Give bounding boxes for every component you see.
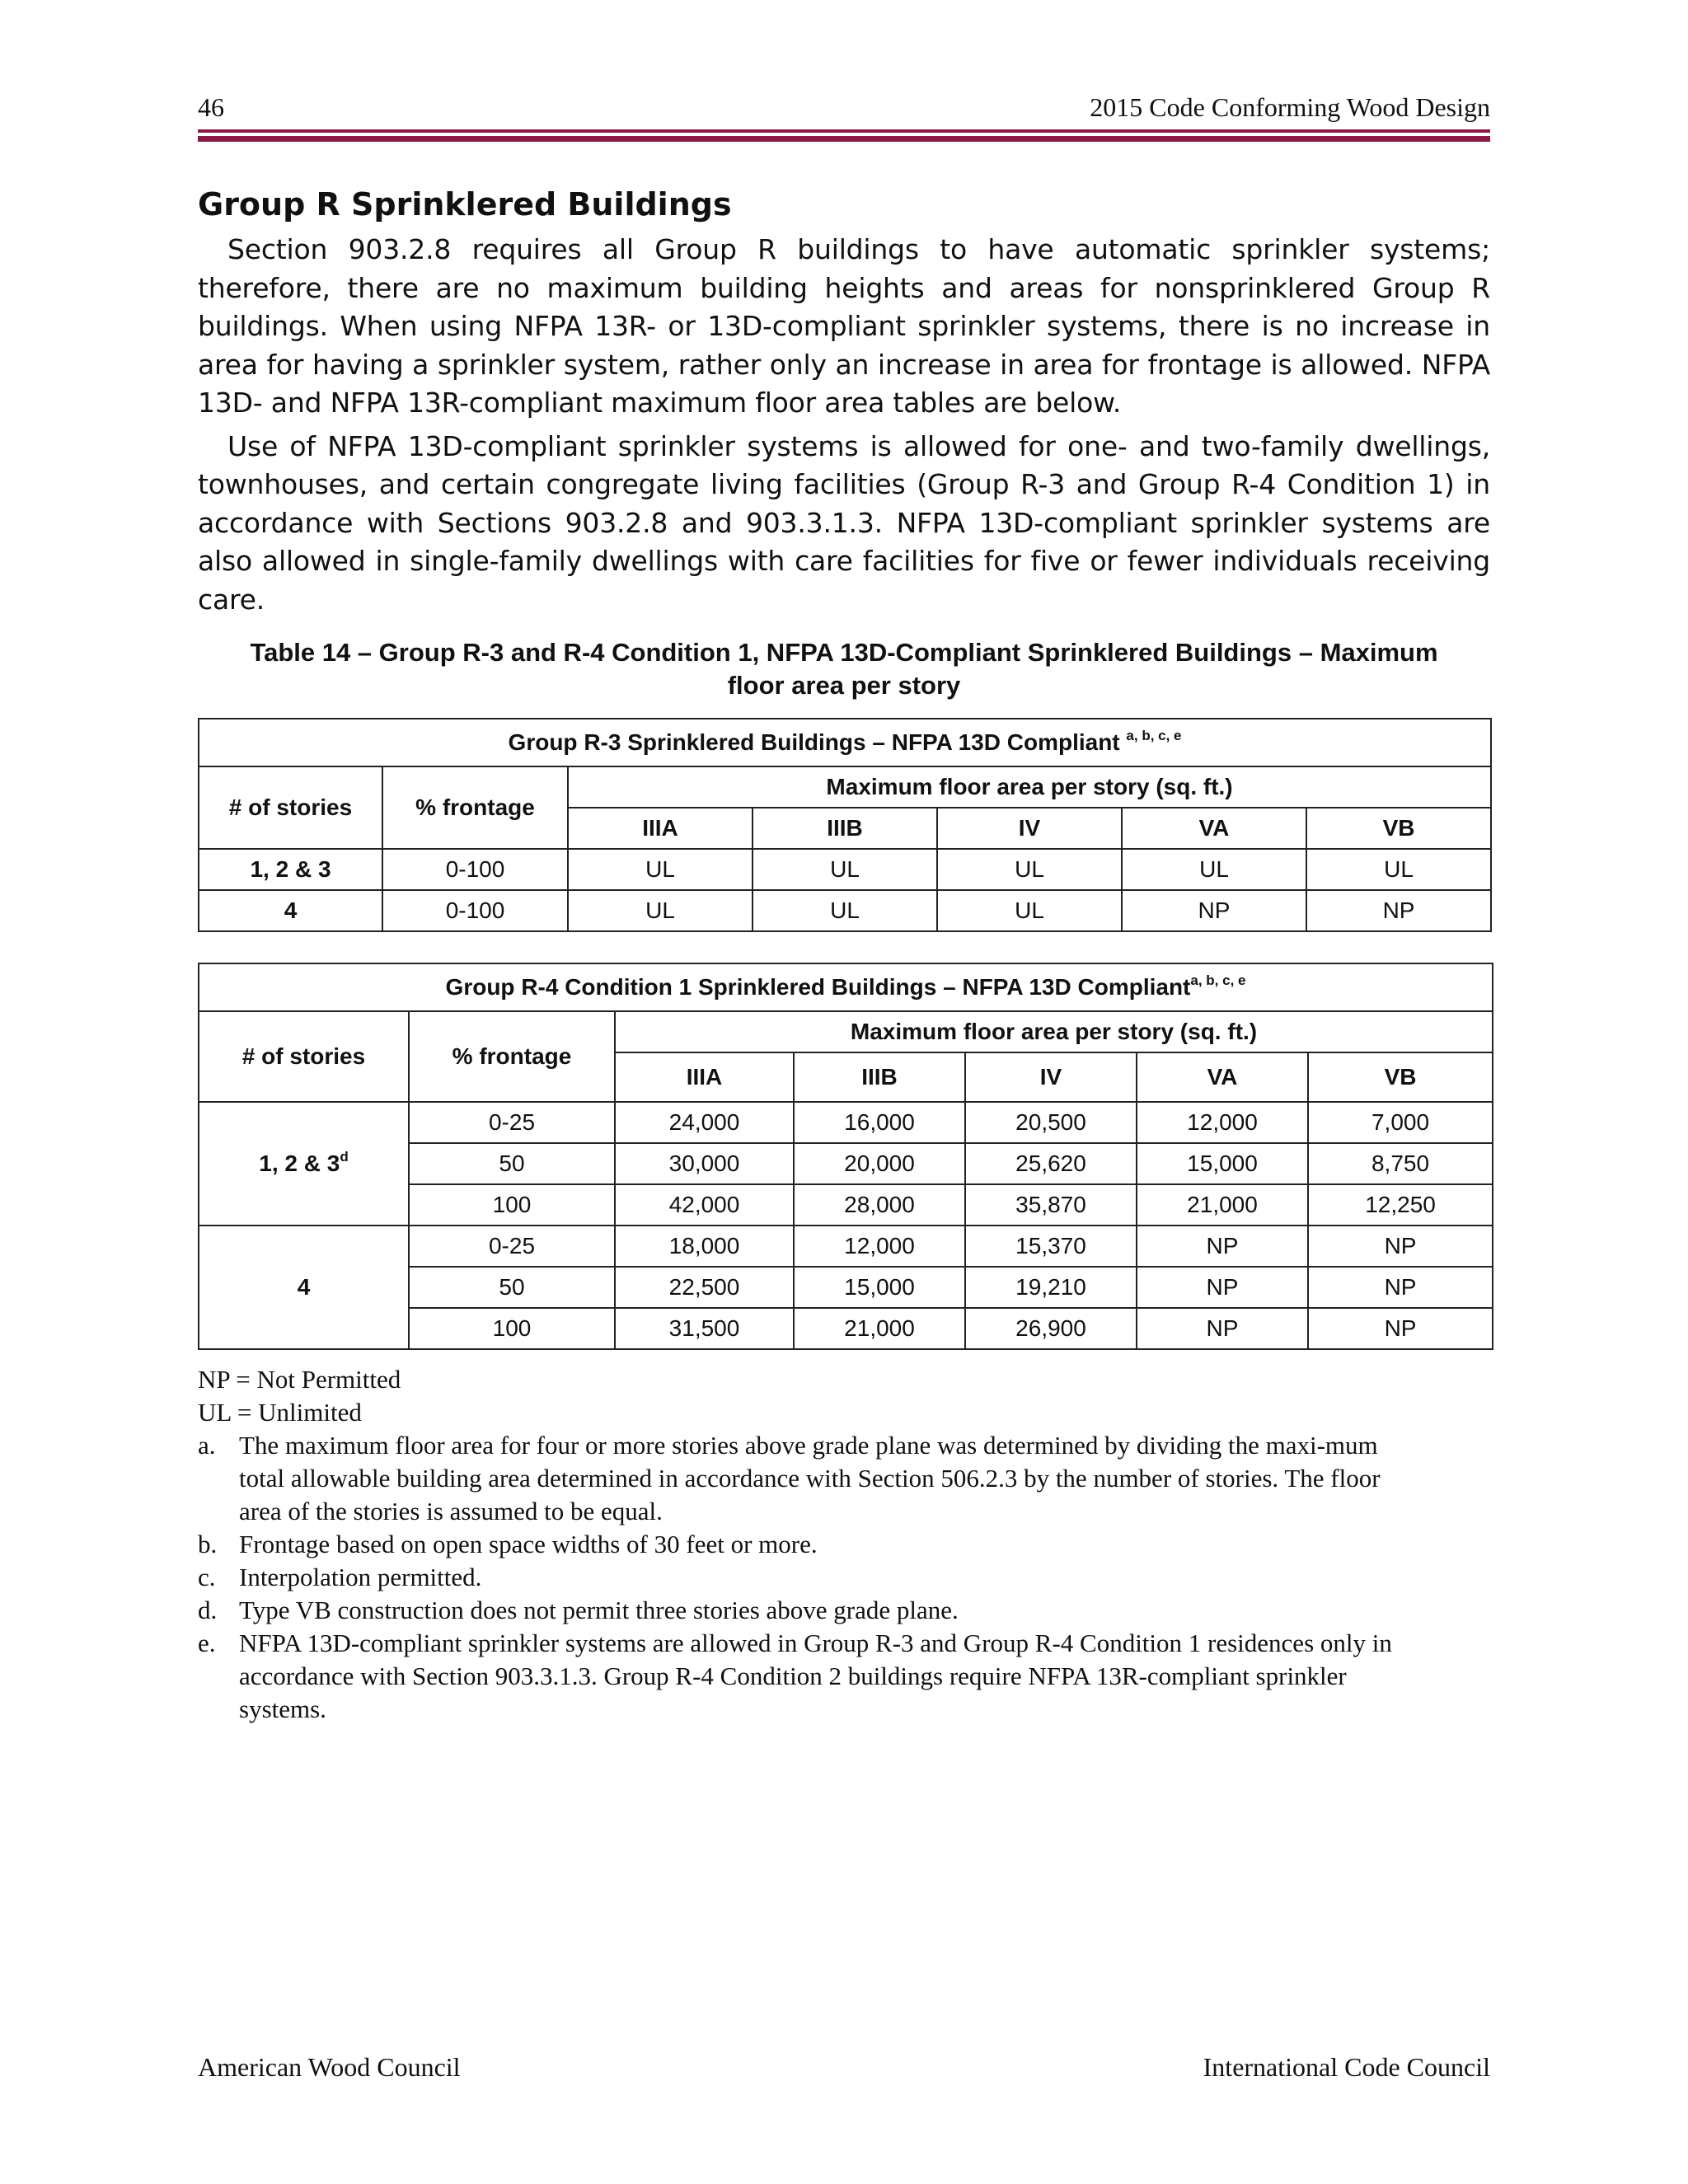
column-header-type: IIIA — [615, 1052, 794, 1102]
footnote-text: Frontage based on open space widths of 30 feet or more. — [239, 1530, 818, 1558]
footer-left: American Wood Council — [198, 2052, 461, 2082]
frontage-cell: 100 — [409, 1308, 615, 1349]
column-header-type: IIIB — [753, 808, 937, 849]
footnote-label: e. — [198, 1629, 216, 1657]
value-cell: NP — [1308, 1226, 1493, 1267]
table-title-footnote-refs: a, b, c, e — [1190, 972, 1246, 988]
value-cell: NP — [1308, 1267, 1493, 1308]
value-cell: NP — [1306, 890, 1491, 931]
table-caption — [198, 636, 1490, 702]
footnote-text: NFPA 13D-compliant sprinkler systems are allowed in Group R-3 and Group R-4 Condition 1 residences only in accordance with Section 903.3.1.3. Group R-4 Condition 2 buildings require NFPA 13R-compliant sprinkler systems. — [239, 1629, 1392, 1723]
column-header-frontage: % frontage — [409, 1011, 615, 1102]
value-cell: NP — [1122, 890, 1306, 931]
table-title-text: Group R-4 Condition 1 Sprinklered Buildings – NFPA 13D Compliant — [445, 974, 1191, 1000]
column-header-type: IV — [937, 808, 1122, 849]
column-header-stories: # of stories — [199, 766, 382, 849]
table-caption-line-2: floor area per story — [727, 671, 961, 700]
value-cell: 35,870 — [965, 1184, 1137, 1226]
table-caption-line-1: Table 14 – Group R-3 and R-4 Condition 1, NFPA 13D-Compliant Sprinklered Buildings – Maximum — [250, 638, 1438, 667]
section-group-r — [198, 186, 1490, 624]
value-cell: UL — [753, 849, 937, 890]
section-title: Group R Sprinklered Buildings — [198, 186, 732, 223]
table-row — [199, 1102, 1493, 1143]
paragraph-2: Use of NFPA 13D-compliant sprinkler systems is allowed for one- and two-family dwellings, townhouses, and certain congregate living facilities (Group R-3 and Group R-4 Condition 1) in accordance with Sections 903.2.8 and 903.3.1.3. NFPA 13D-compliant sprinkler systems are also allowed in single-family dwellings with care facilities for five or fewer individuals receiving care. — [198, 429, 1490, 616]
column-header-stories: # of stories — [199, 1011, 409, 1102]
note-ul: UL = Unlimited — [198, 1398, 362, 1427]
paragraph-1: Section 903.2.8 requires all Group R buildings to have automatic sprinkler systems; therefore, there are no maximum building heights and areas for nonsprinklered Group R buildings. When using NFPA 13R- or 13D-compliant sprinkler systems, there is no increase in area for having a sprinkler system, rather only an increase in area for frontage is allowed. NFPA 13D- and NFPA 13R-compliant maximum floor area tables are below. — [198, 233, 1490, 419]
note-np: NP = Not Permitted — [198, 1365, 401, 1394]
value-cell: 21,000 — [794, 1308, 965, 1349]
footnote-a — [198, 1429, 1490, 1528]
value-cell: UL — [753, 890, 937, 931]
column-header-type: IIIB — [794, 1052, 965, 1102]
column-header-type: IV — [965, 1052, 1137, 1102]
frontage-cell: 100 — [409, 1184, 615, 1226]
column-header-frontage: % frontage — [382, 766, 568, 849]
frontage-cell: 50 — [409, 1143, 615, 1184]
frontage-cell: 0-100 — [382, 890, 568, 931]
value-cell: 31,500 — [615, 1308, 794, 1349]
column-header-type: IIIA — [568, 808, 753, 849]
footnote-text: The maximum floor area for four or more stories above grade plane was determined by dividing the maxi-mum total allowable building area determined in accordance with Section 506.2.3 by the number of stories. The floor area of the stories is assumed to be equal. — [239, 1431, 1381, 1526]
table-title-text: Group R-3 Sprinklered Buildings – NFPA 13D Compliant — [508, 729, 1120, 755]
value-cell: 26,900 — [965, 1308, 1137, 1349]
footnote-e — [198, 1627, 1490, 1726]
column-header-type: VB — [1306, 808, 1491, 849]
value-cell: NP — [1308, 1308, 1493, 1349]
column-group-header: Maximum floor area per story (sq. ft.) — [568, 766, 1491, 808]
value-cell: UL — [568, 890, 753, 931]
table-row — [199, 890, 1491, 931]
page-number: 46 — [198, 92, 224, 122]
value-cell: UL — [1122, 849, 1306, 890]
value-cell: 30,000 — [615, 1143, 794, 1184]
value-cell: NP — [1137, 1226, 1308, 1267]
footnote-b — [198, 1528, 1490, 1561]
stories-cell: 1, 2 & 3 — [199, 849, 382, 890]
value-cell: 15,000 — [794, 1267, 965, 1308]
table-row — [199, 1226, 1493, 1267]
value-cell: 16,000 — [794, 1102, 965, 1143]
footnote-d — [198, 1594, 1490, 1627]
value-cell: 20,000 — [794, 1143, 965, 1184]
running-header-title: 2015 Code Conforming Wood Design — [1090, 92, 1490, 122]
value-cell: 21,000 — [1137, 1184, 1308, 1226]
value-cell: 15,370 — [965, 1226, 1137, 1267]
footnote-text: Interpolation permitted. — [239, 1563, 482, 1591]
column-header-type: VB — [1308, 1052, 1493, 1102]
footer-right: International Code Council — [1203, 2052, 1490, 2082]
header-rule-thick — [198, 136, 1490, 142]
table-notes — [198, 1363, 1490, 1726]
header-rule-thin — [198, 129, 1490, 133]
footnote-label: b. — [198, 1530, 218, 1558]
value-cell: 25,620 — [965, 1143, 1137, 1184]
stories-label: 4 — [297, 1274, 311, 1300]
value-cell: 24,000 — [615, 1102, 794, 1143]
stories-footnote-ref: d — [340, 1149, 349, 1165]
value-cell: 42,000 — [615, 1184, 794, 1226]
value-cell: 19,210 — [965, 1267, 1137, 1308]
frontage-cell: 0-100 — [382, 849, 568, 890]
stories-cell: 4 — [199, 890, 382, 931]
value-cell: 12,250 — [1308, 1184, 1493, 1226]
table-title — [199, 719, 1491, 766]
column-group-header: Maximum floor area per story (sq. ft.) — [615, 1011, 1493, 1052]
value-cell: 18,000 — [615, 1226, 794, 1267]
stories-group-cell — [199, 1102, 409, 1226]
footnote-label: d. — [198, 1596, 218, 1624]
table-title — [199, 963, 1493, 1011]
table-title-footnote-refs: a, b, c, e — [1126, 728, 1182, 743]
table-r3-sprinklered — [198, 718, 1492, 932]
footnote-text: Type VB construction does not permit three stories above grade plane. — [239, 1596, 959, 1624]
footnote-label: c. — [198, 1563, 216, 1591]
table-row — [199, 849, 1491, 890]
frontage-cell: 50 — [409, 1267, 615, 1308]
value-cell: 20,500 — [965, 1102, 1137, 1143]
value-cell: NP — [1137, 1267, 1308, 1308]
value-cell: 28,000 — [794, 1184, 965, 1226]
column-header-type: VA — [1122, 808, 1306, 849]
value-cell: 22,500 — [615, 1267, 794, 1308]
value-cell: 12,000 — [794, 1226, 965, 1267]
value-cell: UL — [937, 849, 1122, 890]
table-r4-condition1-sprinklered — [198, 963, 1493, 1350]
column-header-type: VA — [1137, 1052, 1308, 1102]
value-cell: 12,000 — [1137, 1102, 1308, 1143]
frontage-cell: 0-25 — [409, 1226, 615, 1267]
stories-label: 1, 2 & 3 — [259, 1151, 340, 1176]
footnote-label: a. — [198, 1431, 216, 1460]
footnote-c — [198, 1561, 1490, 1594]
value-cell: 7,000 — [1308, 1102, 1493, 1143]
value-cell: NP — [1137, 1308, 1308, 1349]
value-cell: UL — [937, 890, 1122, 931]
stories-group-cell — [199, 1226, 409, 1349]
frontage-cell: 0-25 — [409, 1102, 615, 1143]
value-cell: UL — [568, 849, 753, 890]
value-cell: 8,750 — [1308, 1143, 1493, 1184]
value-cell: 15,000 — [1137, 1143, 1308, 1184]
value-cell: UL — [1306, 849, 1491, 890]
